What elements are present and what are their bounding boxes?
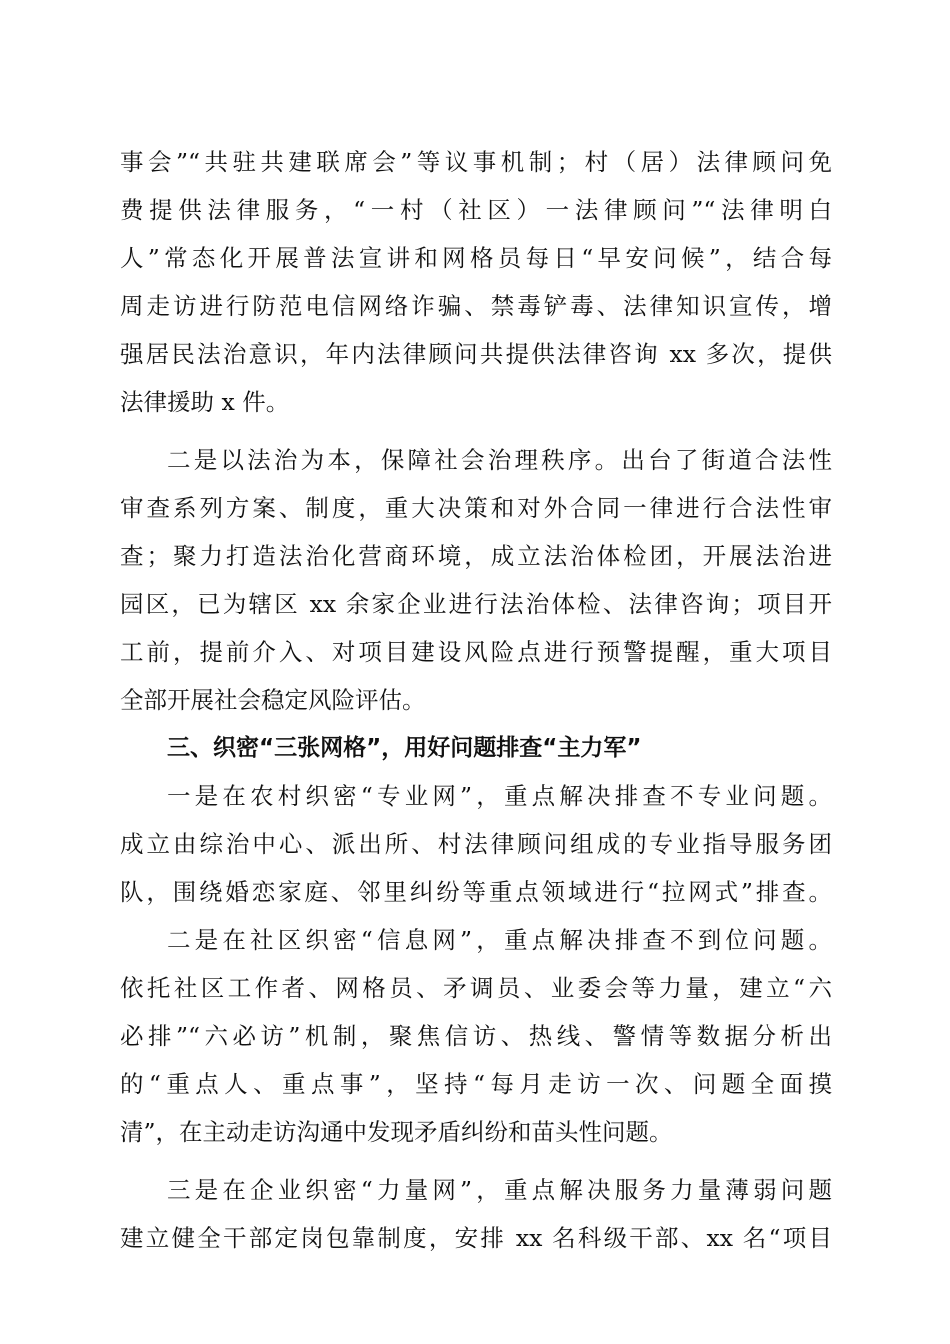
paragraph-community-network — [120, 916, 832, 1156]
document-body — [120, 138, 832, 1262]
paragraph-rural-network — [120, 772, 832, 916]
paragraph-line: 必排”“六必访”机制，聚焦信访、热线、警情等数据分析出 — [120, 1022, 832, 1050]
paragraph-line: 强居民法治意识，年内法律顾问共提供法律咨询 xx 多次，提供 — [120, 340, 832, 368]
section-heading: 三、织密“三张网格”，用好问题排查“主力军” — [167, 735, 642, 761]
paragraph-lead: 一是在农村织密“专业网”，重点解决排查不专业问题。 — [167, 782, 832, 810]
paragraph-line: 周走访进行防范电信网络诈骗、禁毒铲毒、法律知识宣传，增 — [120, 292, 832, 320]
paragraph-lead: 三是在企业织密“力量网”，重点解决服务力量薄弱问题 — [167, 1176, 832, 1204]
paragraph-lead: 二是在社区织密“信息网”，重点解决排查不到位问题。 — [167, 926, 832, 954]
paragraph-line: 事会”“共驻共建联席会”等议事机制；村（居）法律顾问免 — [120, 148, 832, 176]
paragraph-first-line-text: 出台了街道合法性 — [621, 446, 833, 474]
paragraph-first-line — [120, 436, 832, 484]
paragraph-line: 费提供法律服务，“一村（社区）一法律顾问”“法律明白 — [120, 196, 832, 224]
paragraph-line: 人”常态化开展普法宣讲和网格员每日“早安问候”，结合每 — [120, 244, 832, 272]
paragraph-lead: 二是以法治为本，保障社会治理秩序。 — [167, 446, 622, 474]
paragraph-line: 清”，在主动走访沟通中发现矛盾纠纷和苗头性问题。 — [120, 1118, 673, 1146]
paragraph-line: 建立健全干部定岗包靠制度，安排 xx 名科级干部、xx 名“项目 — [120, 1224, 832, 1252]
paragraph-line: 工前，提前介入、对项目建设风险点进行预警提醒，重大项目 — [120, 638, 832, 666]
paragraph-line: 园区，已为辖区 xx 余家企业进行法治体检、法律咨询；项目开 — [120, 590, 832, 618]
paragraph-line: 审查系列方案、制度，重大决策和对外合同一律进行合法性审 — [120, 494, 832, 522]
paragraph-line: 队，围绕婚恋家庭、邻里纠纷等重点领域进行“拉网式”排查。 — [120, 878, 832, 906]
paragraph-rule-of-law — [120, 436, 832, 724]
paragraph-line: 全部开展社会稳定风险评估。 — [120, 686, 426, 714]
paragraph-line: 成立由综治中心、派出所、村法律顾问组成的专业指导服务团 — [120, 830, 832, 858]
paragraph-line: 查；聚力打造法治化营商环境，成立法治体检团，开展法治进 — [120, 542, 832, 570]
paragraph-line: 的“重点人、重点事”，坚持“每月走访一次、问题全面摸 — [120, 1070, 832, 1098]
paragraph-enterprise-network — [120, 1166, 832, 1262]
paragraph-line: 法律援助 x 件。 — [120, 388, 290, 416]
paragraph-line: 依托社区工作者、网格员、矛调员、业委会等力量，建立“六 — [120, 974, 832, 1002]
paragraph-legal-services — [120, 138, 832, 426]
